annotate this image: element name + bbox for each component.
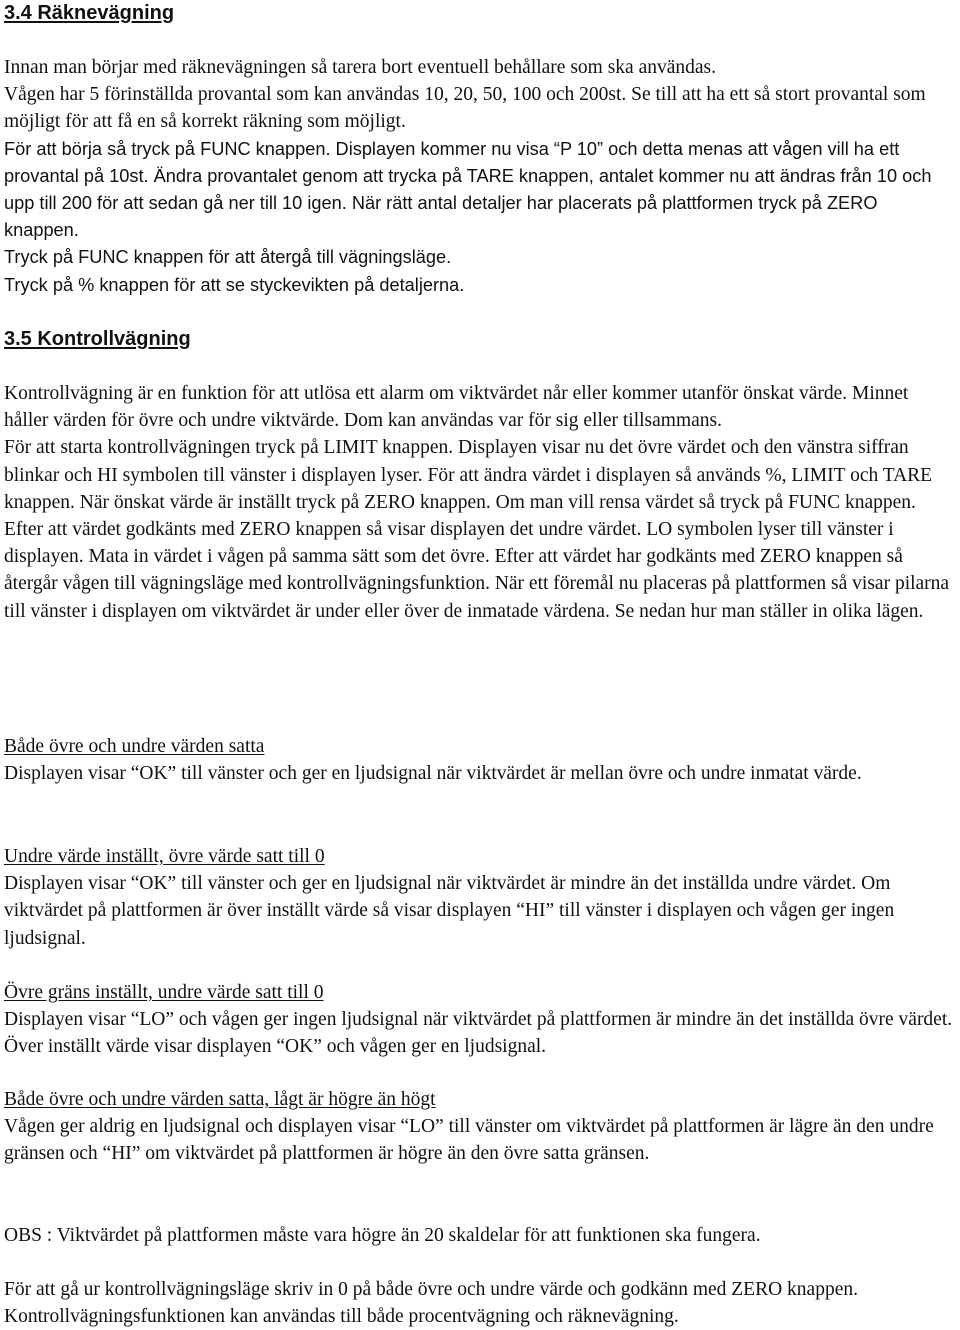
mode-text: Displayen visar “LO” och vågen ger ingen ljudsignal när viktvärdet på plattformen är mindre än det inställda övre värdet. Över inställt värde visar displayen “OK” och vågen ger en ljudsignal. <box>4 1009 953 1058</box>
mode-title: Undre värde inställt, övre värde satt till 0 <box>4 846 325 867</box>
mode-lower-set <box>4 843 956 952</box>
mode-title: Både övre och undre värden satta <box>4 736 265 757</box>
mode-low-higher-than-high <box>4 1086 956 1168</box>
raknevagning-piece-weight: Tryck på % knappen för att se styckevikten på detaljerna. <box>4 274 465 295</box>
raknevagning-body <box>4 54 956 299</box>
kontrollvagning-intro: Kontrollvägning är en funktion för att utlösa ett alarm om viktvärdet når eller kommer utanför önskat värde. Minnet håller värden för övre och undre viktvärde. Dom kan användas var för sig eller tillsammans. <box>4 383 909 432</box>
mode-text: Displayen visar “OK” till vänster och ger en ljudsignal när viktvärdet är mindre än det inställda undre värdet. Om viktvärdet på plattformen är över inställt värde så visar displayen “HI” till vänster i displayen och vågen ger ingen ljudsignal. <box>4 873 895 949</box>
mode-upper-set <box>4 979 956 1061</box>
mode-both-set <box>4 733 956 787</box>
section-title-kontrollvagning: 3.5 Kontrollvägning <box>4 328 191 350</box>
instruction-zero: När rätt antal detaljer har placerats på plattformen tryck på ZERO knappen. <box>4 193 878 241</box>
obs-note: OBS : Viktvärdet på plattformen måste vara högre än 20 skaldelar för att funktionen ska fungera. <box>4 1225 761 1246</box>
raknevagning-preset-counts: Vågen har 5 förinställda provantal som kan användas 10, 20, 50, 100 och 200st. Se till att ha ett så stort provantal som möjligt för att få en så korrekt räkning som möjligt. <box>4 84 926 133</box>
instruction-func: För att börja så tryck på FUNC knappen. <box>4 138 331 159</box>
instruction-tare: Ändra provantalet genom att trycka på TARE knappen, antalet kommer nu att ändras från 10 och upp till 200 för att sedan gå ner till 10 igen. <box>4 165 932 214</box>
kontrollvagning-body <box>4 380 956 625</box>
mode-text: Vågen ger aldrig en ljudsignal och displayen visar “LO” till vänster om viktvärdet på plattformen är lägre än den undre gränsen och “HI” om viktvärdet på plattformen är högre än den övre satta gränsen. <box>4 1116 934 1165</box>
mode-text: Displayen visar “OK” till vänster och ger en ljudsignal när viktvärdet är mellan övre och undre inmatat värde. <box>4 763 862 785</box>
mode-title: Både övre och undre värden satta, lågt är högre än högt <box>4 1089 436 1110</box>
instruction-display: Displayen kommer nu visa “P 10” och detta menas att vågen vill ha ett provantal på 10st. <box>4 138 900 186</box>
note-block <box>4 1222 956 1249</box>
mode-title: Övre gräns inställt, undre värde satt till 0 <box>4 982 324 1003</box>
raknevagning-instructions <box>4 136 956 245</box>
raknevagning-intro: Innan man börjar med räknevägningen så tarera bort eventuell behållare som ska användas. <box>4 57 717 78</box>
section-title-raknevagning: 3.4 Räknevägning <box>4 2 175 24</box>
raknevagning-return: Tryck på FUNC knappen för att återgå till vägningsläge. <box>4 247 452 268</box>
exit-block <box>4 1276 956 1330</box>
kontrollvagning-start: För att starta kontrollvägningen tryck på LIMIT knappen. Displayen visar nu det övre värdet och den vänstra siffran blinkar och HI symbolen till vänster i displayen lyser. För att ändra värdet i displayen så används %, LIMIT och TARE knappen. När önskat värde är inställt tryck på ZERO knappen. Om man vill rensa värdet så tryck på FUNC knappen. <box>4 437 933 513</box>
kontrollvagning-lower-value: Efter att värdet godkänts med ZERO knappen så visar displayen det undre värdet. LO symbolen lyser till vänster i displayen. Mata in värdet i vågen på samma sätt som det övre. Efter att värdet har godkänts med ZERO knappen så återgår vågen till vägningsläge med kontrollvägningsfunktion. När ett föremål nu placeras på plattformen så visar pilarna till vänster i displayen om viktvärdet är under eller över de inmatade värdena. Se nedan hur man ställer in olika lägen. <box>4 519 950 622</box>
exit-instructions: För att gå ur kontrollvägningsläge skriv in 0 på både övre och undre värde och godkänn med ZERO knappen. Kontrollvägningsfunktionen kan användas till både procentvägning och räknevägning. <box>4 1279 858 1328</box>
